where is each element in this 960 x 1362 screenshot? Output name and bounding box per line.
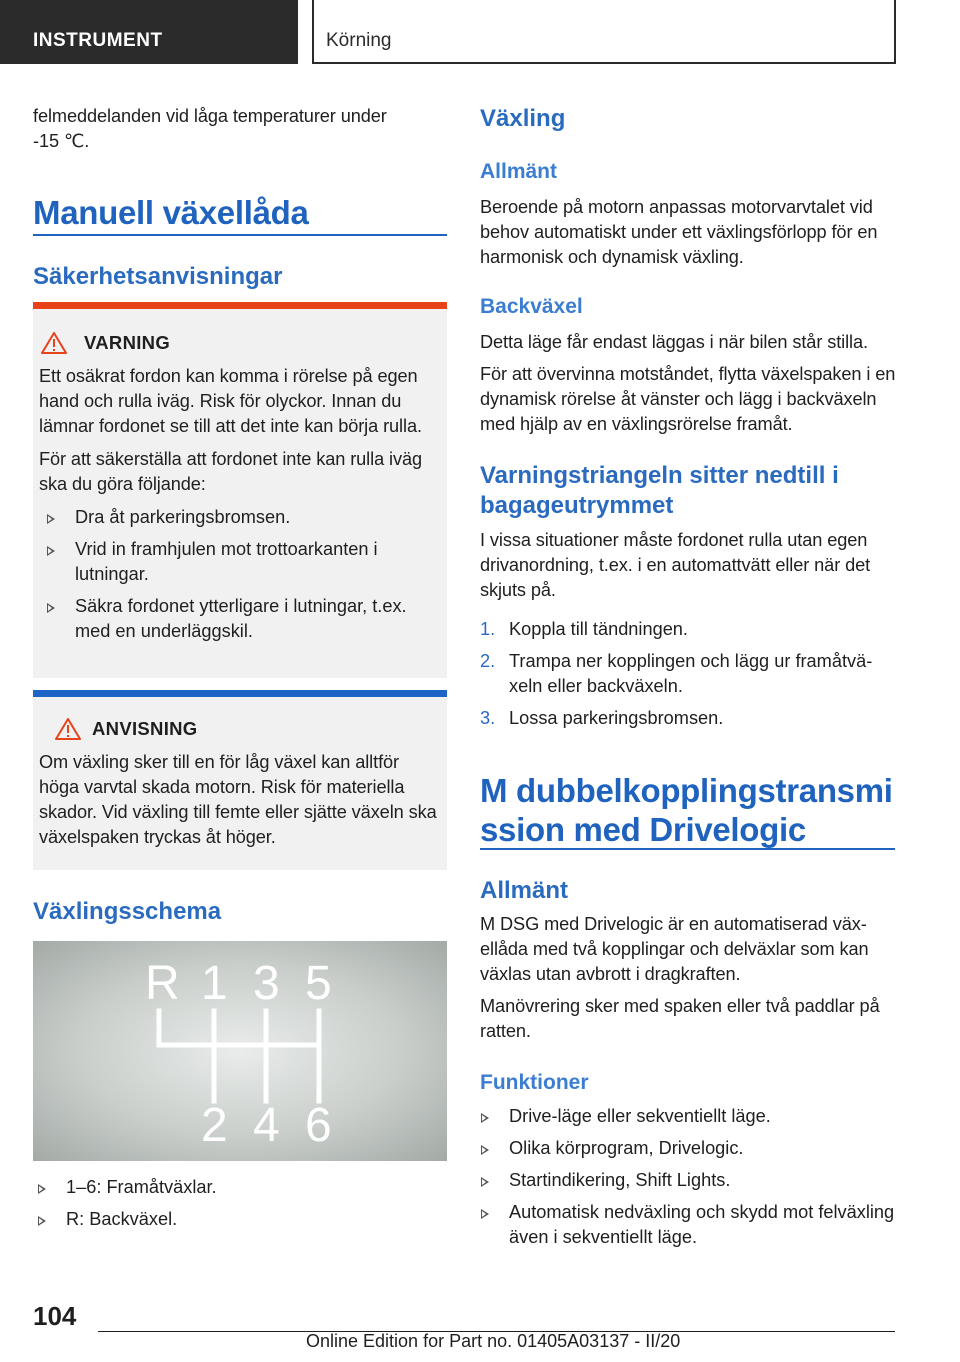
list-item [33, 505, 439, 530]
intro-line-2: -15 ℃. [33, 131, 90, 151]
warning-title: VARNING [84, 332, 171, 353]
step-number: 1. [480, 619, 496, 639]
dct-title-rule [480, 848, 895, 850]
warning-bar [33, 302, 447, 309]
list-item-text: R: Backväxel. [66, 1209, 178, 1229]
notice-title: ANVISNING [92, 718, 198, 739]
bullet-triangle-icon [38, 1184, 46, 1194]
bullet-triangle-icon [481, 1209, 489, 1219]
backvaxel-paragraph-1: Detta läge får endast läggas i när bilen står stilla. [480, 332, 868, 352]
warning-paragraph-1: Ett osäkrat fordon kan komma i rörelse på egen hand och rulla iväg. Risk för olyckor. Innan du lämnar fordonet se till att det inte kan börja rulla. [39, 366, 422, 436]
gear-label-6: 6 [305, 1099, 332, 1152]
gear-label-3: 3 [253, 957, 280, 1010]
list-item [467, 1168, 898, 1193]
warning-triangle-icon [41, 332, 67, 354]
triangle-paragraph: I vissa situationer måste fordonet rulla utan egen drivanordning, t.ex. i en automattvätt eller när det skjuts på. [480, 530, 871, 600]
title-rule [33, 234, 447, 236]
notice-bar [33, 690, 447, 697]
step-item [480, 649, 898, 699]
list-item [33, 537, 439, 587]
header-chapter-tab [312, 0, 896, 64]
heading-gear-schema: Växlingsschema [33, 898, 222, 925]
bullet-triangle-icon [38, 1216, 46, 1226]
funktioner-list [467, 1104, 898, 1257]
header-section-label: INSTRUMENT [33, 30, 163, 51]
gear-label-1: 1 [201, 957, 228, 1010]
list-item-text: Säkra fordonet ytterligare i lutningar, t.ex. med en underläggskil. [75, 596, 407, 641]
gear-pattern-graphic [33, 941, 447, 1161]
warning-paragraph-2: För att säkerställa att fordonet inte kan rulla iväg ska du göra följande: [39, 449, 422, 494]
allmant-paragraph: Beroende på motorn anpassas motorvarvtalet vid behov automatiskt under ett växlingsförlopp för en harmonisk och dynamisk växling. [480, 197, 878, 267]
heading-vaxling: Växling [480, 105, 566, 132]
gate-line-top [159, 1011, 319, 1045]
list-item [24, 1175, 447, 1200]
notice-paragraph: Om växling sker till en för låg växel kan alltför höga varvtal skada motorn. Risk för materiella skador. Vid växling till femte eller sjätte växeln ska växelspaken tryckas åt höger. [39, 752, 437, 847]
step-text: Koppla till tändningen. [509, 619, 688, 639]
gear-label-r: R [145, 957, 180, 1010]
bullet-triangle-icon [47, 514, 55, 524]
footer-edition: Online Edition for Part no. 01405A03137 - II/20 [306, 1331, 681, 1351]
gear-shift-diagram [33, 941, 447, 1161]
gear-label-2: 2 [201, 1099, 228, 1152]
heading-warning-triangle: Varningstriangeln sitter nedtill i bagageutrymmet [480, 462, 839, 519]
step-text: Lossa parkeringsbromsen. [509, 708, 724, 728]
list-item-text: Automatisk nedväxling och skydd mot felväxling även i sekventiellt läge. [509, 1202, 895, 1247]
list-item-text: Startindikering, Shift Lights. [509, 1170, 731, 1190]
heading-dct-allmant: Allmänt [480, 877, 569, 904]
gear-schema-list [24, 1175, 447, 1239]
list-item-text: 1–6: Framåtväxlar. [66, 1177, 217, 1197]
title-manual-gearbox: Manuell växellåda [33, 194, 309, 231]
bullet-triangle-icon [481, 1145, 489, 1155]
heading-safety: Säkerhetsanvisningar [33, 263, 283, 290]
heading-allmant: Allmänt [480, 160, 558, 183]
dct-paragraph-2: Manövrering sker med spaken eller två paddlar på ratten. [480, 996, 880, 1041]
title-dct: M dubbelkopplingstransmi ssion med Drivelogic [480, 772, 893, 848]
intro-text [33, 104, 447, 154]
heading-backvaxel: Backväxel [480, 295, 583, 318]
header-chapter-label: Körning [326, 30, 392, 51]
bullet-triangle-icon [481, 1113, 489, 1123]
list-item-text: Drive-läge eller sekventiellt läge. [509, 1106, 771, 1126]
gear-label-5: 5 [305, 957, 332, 1010]
backvaxel-paragraph-2: För att övervinna motståndet, flytta växelspaken i en dynamisk rörelse åt vänster och lägg i backväxeln med hjälp av en växlingsrörelse framåt. [480, 364, 896, 434]
step-number: 3. [480, 708, 496, 728]
step-item [480, 706, 898, 731]
gear-label-4: 4 [253, 1099, 280, 1152]
bullet-triangle-icon [47, 546, 55, 556]
list-item [467, 1104, 898, 1129]
page-number: 104 [33, 1301, 77, 1331]
heading-funktioner: Funktioner [480, 1071, 589, 1094]
warning-box [33, 302, 447, 678]
step-item [480, 617, 898, 642]
step-number: 2. [480, 651, 496, 671]
list-item [467, 1200, 898, 1250]
bullet-triangle-icon [47, 603, 55, 613]
list-item [33, 594, 439, 644]
notice-box [33, 690, 447, 870]
list-item-text: Olika körprogram, Drivelogic. [509, 1138, 744, 1158]
warning-list [33, 505, 439, 644]
list-item-text: Vrid in framhjulen mot trottoarkanten i lutningar. [75, 539, 378, 584]
list-item [467, 1136, 898, 1161]
list-item-text: Dra åt parkeringsbromsen. [75, 507, 291, 527]
notice-triangle-icon [55, 718, 81, 740]
bullet-triangle-icon [481, 1177, 489, 1187]
header-section-tab [0, 0, 298, 64]
step-text: Trampa ner kopplingen och lägg ur framåtväxeln eller backväxeln. [509, 651, 873, 696]
list-item [24, 1207, 447, 1232]
intro-line-1: felmeddelanden vid låga temperaturer under [33, 106, 387, 126]
steps-list [480, 617, 898, 738]
dct-paragraph-1: M DSG med Drivelogic är en automatiserad växellåda med två kopplingar och delväxlar som kan växlas utan avbrott i dragkraften. [480, 914, 869, 984]
